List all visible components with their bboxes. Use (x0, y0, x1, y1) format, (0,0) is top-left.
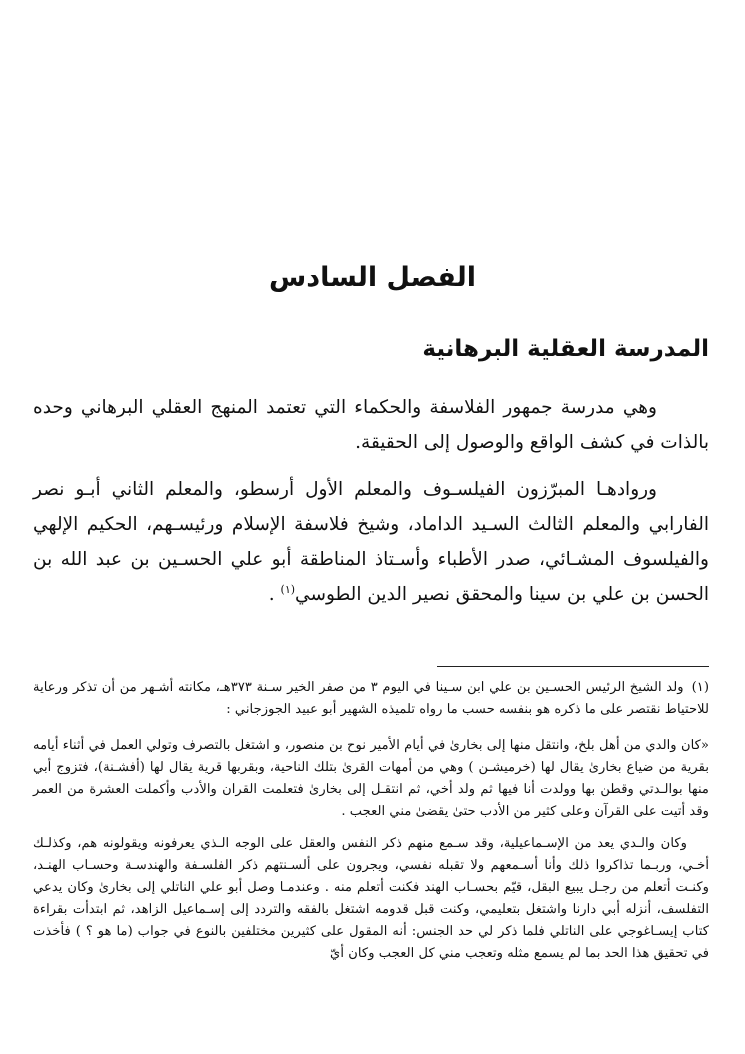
footnote-reference[interactable]: (١) (280, 582, 296, 596)
body-text (33, 390, 709, 624)
chapter-title: الفصل السادس (268, 262, 477, 293)
footnote-quote-1: «كان والدي من أهل بلخ، وانتقل منها إلى بخارىٰ في أيام الأمير نوح بن منصور، و اشتغل بالتصرف وتولي العمل في أثناء أيامه بقرية من ضياع بخارىٰ يقال لها (خرميشـن ) وهي من أمهات القرىٰ بتلك الناحية، وبقربها قرية يقال لها (أفشـنة)، فتزوج أبي منها بوالـدتي وقطن بها وولدت أنا فيها ثم ولد أخي، ثم انتقـل إلى بخارىٰ فتعلمت القران والأدب وأكملت العشرة من العمر وقد أتيت على القرآن وعلى كثير من الأدب حتىٰ يقضىٰ مني العجب . (33, 738, 709, 819)
footnote-divider (437, 666, 709, 667)
footnote-quote-2: وكان والـدي يعد من الإسـماعيلية، وقد سـمع منهم ذكر النفس والعقل على الوجه الـذي يعرفونه ويقولونه هم، وكذلـك أخـي، وربـما تذاكروا ذلك وأنا أسـمعهم ولا تقبله نفسي، ويجرون على ألسـنتهم ذكر الفلسـفة والهندسـة وحسـاب الهنـد، وكنـت أتعلم من رجـل يبيع البقل، قيّم بحسـاب الهند فكنت أتعلم منه . وعندمـا وصل أبو علي الناتلي إلى بخارىٰ وكان يدعي التفلسف، أنزله أبي دارنا واشتغل بتعليمي، وكنت قبل قدومه اشتغل بالفقه والتردد إلى إسـماعيل الزاهد، ثم ابتدأت بقراءة كتاب إيسـاغوجي على الناتلي فلما ذكر لي حد الجنس: أنه المقول على كثيرين مختلفين بالنوع في جواب (ما هو ؟ ) فأخذت في تحقيق هذا الحد بما لم يسمع مثله وتعجب مني كل العجب وكان أيّ (33, 836, 709, 961)
section-title: المدرسة العقلية البرهانية (422, 336, 709, 362)
footnote-1-text: ولد الشيخ الرئيس الحسـين بن علي ابن سـينا في اليوم ٣ من صفر الخير سـنة ٣٧٣هـ، مكانته أشـهر من أن تذكر ورعاية للاحتياط نقتصر على ما ذكره هو بنفسه حسب ما رواه تلميذه الشهير أبو عبيد الجوزجاني : (33, 680, 709, 717)
footnote-1 (33, 677, 709, 721)
body-paragraph-2-text: وروادهـا المبرّزون الفيلسـوف والمعلم الأول أرسطو، والمعلم الثاني أبـو نصر الفارابي والمعلم الثالث السـيد الداماد، وشيخ فلاسفة الإسلام ورئيسـهم، الحكيم الإلهي والفيلسوف المشـائي، صدر الأطباء وأسـتاذ المناطقة أبو علي الحسـين بن عبد الله بن الحسن بن علي بن سينا والمحقق نصير الدين الطوسي (33, 479, 709, 605)
footnote-1-number: (١) (691, 680, 709, 695)
body-paragraph-2-end: . (268, 584, 281, 605)
body-paragraph-2 (33, 472, 709, 612)
body-paragraph-1: وهي مدرسة جمهور الفلاسفة والحكماء التي تعتمد المنهج العقلي البرهاني وحده بالذات في كشف الواقع والوصول إلى الحقيقة. (33, 397, 709, 453)
footnotes (33, 677, 709, 975)
